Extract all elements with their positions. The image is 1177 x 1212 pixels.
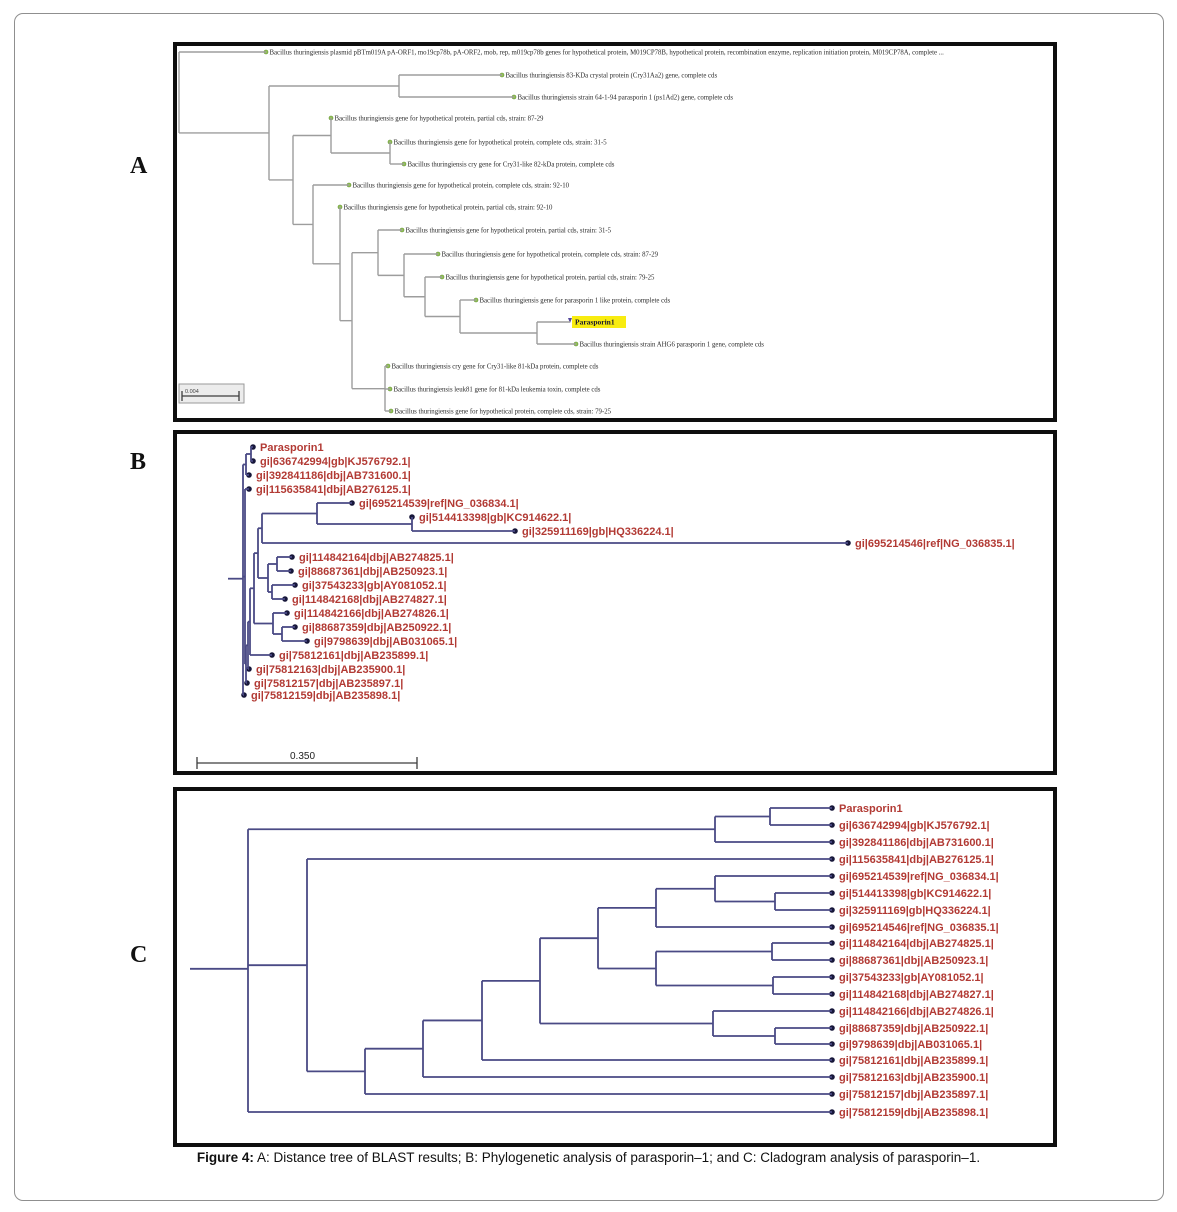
leaf-label: gi|114842166|dbj|AB274826.1| [839,1005,994,1018]
leaf-label: gi|75812163|dbj|AB235900.1| [256,663,406,676]
leaf-label: Bacillus thuringiensis plasmid pBTm019A pA-ORF1, mo19cp78b, pA-ORF2, mob, rep, m019cp78b genes for hypothetical protein, M019CP78B, hypothetical protein, recombination enzyme, replication initiation protein, M019CP78A, complete ... [269,49,944,57]
leaf-label: Bacillus thuringiensis cry gene for Cry31-like 82-kDa protein, complete cds [407,161,615,169]
leaf-label: Bacillus thuringiensis 83-KDa crystal protein (Cry31Aa2) gene, complete cds [505,72,718,80]
leaf-label: gi|392841186|dbj|AB731600.1| [839,836,994,849]
leaf-label: gi|37543233|gb|AY081052.1| [302,579,447,592]
panel-c-cladogram [173,787,1057,1147]
leaf-label: gi|75812157|dbj|AB235897.1| [839,1088,989,1101]
leaf-label: gi|88687359|dbj|AB250922.1| [839,1022,989,1035]
leaf-label: gi|695214539|ref|NG_036834.1| [359,497,519,510]
cladogram-svg [177,791,1053,1143]
leaf-label: Bacillus thuringiensis gene for hypothetical protein, complete cds, strain: 92-10 [352,182,570,190]
leaf-label: Bacillus thuringiensis gene for hypothetical protein, complete cds, strain: 31-5 [393,139,607,147]
figure-caption [0,1150,1177,1165]
leaf-label: Bacillus thuringiensis gene for hypothetical protein, complete cds, strain: 87-29 [441,251,659,259]
figure-caption-text: A: Distance tree of BLAST results; B: Phylogenetic analysis of parasporin–1; and C: Cladogram analysis of parasporin–1. [253,1150,981,1165]
leaf-label: gi|88687359|dbj|AB250922.1| [302,621,452,634]
leaf-label: gi|88687361|dbj|AB250923.1| [298,565,448,578]
panel-a-blast-distance-tree [173,42,1057,422]
leaf-label: gi|75812159|dbj|AB235898.1| [251,689,401,702]
leaf-label: gi|114842164|dbj|AB274825.1| [299,551,454,564]
leaf-label: gi|325911169|gb|HQ336224.1| [522,525,674,538]
leaf-label: gi|392841186|dbj|AB731600.1| [256,469,411,482]
leaf-label: gi|115635841|dbj|AB276125.1| [839,853,994,866]
blast-distance-tree-svg [177,46,1053,418]
leaf-label: Bacillus thuringiensis leuk81 gene for 81-kDa leukemia toxin, complete cds [393,386,601,394]
leaf-label: Bacillus thuringiensis gene for parasporin 1 like protein, complete cds [479,297,671,305]
leaf-label: Bacillus thuringiensis strain AHG6 parasporin 1 gene, complete cds [579,341,764,349]
leaf-label: gi|114842168|dbj|AB274827.1| [292,593,447,606]
leaf-label: gi|75812161|dbj|AB235899.1| [279,649,429,662]
leaf-label: gi|636742994|gb|KJ576792.1| [260,455,411,468]
panel-c-letter: C [130,942,148,968]
panel-a-letter: A [130,153,148,179]
leaf-label: Bacillus thuringiensis gene for hypothetical protein, partial cds, strain: 79-25 [445,274,655,282]
leaf-label: gi|114842166|dbj|AB274826.1| [294,607,449,620]
leaf-label: Bacillus thuringiensis gene for hypothetical protein, partial cds, strain: 31-5 [405,227,612,235]
highlighted-leaf-label: Parasporin1 [575,317,615,327]
leaf-label: Bacillus thuringiensis gene for hypothetical protein, partial cds, strain: 87-29 [334,115,544,123]
scale-bar-label: 0.004 [185,389,199,395]
leaf-label: gi|75812159|dbj|AB235898.1| [839,1106,989,1119]
leaf-label: gi|514413398|gb|KC914622.1| [839,887,992,900]
leaf-label: gi|9798639|dbj|AB031065.1| [839,1038,983,1051]
leaf-label: gi|695214546|ref|NG_036835.1| [839,921,999,934]
leaf-label: gi|88687361|dbj|AB250923.1| [839,954,989,967]
leaf-label: gi|75812163|dbj|AB235900.1| [839,1071,989,1084]
leaf-label: gi|9798639|dbj|AB031065.1| [314,635,458,648]
leaf-label: gi|75812157|dbj|AB235897.1| [254,677,404,690]
phylogenetic-tree-svg [177,434,1053,771]
leaf-label: gi|695214546|ref|NG_036835.1| [855,537,1015,550]
scale-bar-label: 0.350 [290,751,316,762]
leaf-label: gi|37543233|gb|AY081052.1| [839,971,984,984]
leaf-label: gi|114842164|dbj|AB274825.1| [839,937,994,950]
leaf-label: Parasporin1 [839,802,903,815]
leaf-label: gi|636742994|gb|KJ576792.1| [839,819,990,832]
leaf-label: gi|325911169|gb|HQ336224.1| [839,904,991,917]
leaf-label: Bacillus thuringiensis strain 64-1-94 parasporin 1 (ps1Ad2) gene, complete cds [517,94,734,102]
leaf-label: gi|75812161|dbj|AB235899.1| [839,1054,989,1067]
figure-caption-label: Figure 4: [196,1150,254,1165]
leaf-label: Bacillus thuringiensis cry gene for Cry31-like 81-kDa protein, complete cds [391,363,599,371]
leaf-label: Bacillus thuringiensis gene for hypothetical protein, complete cds, strain: 79-25 [394,408,612,416]
leaf-label: gi|115635841|dbj|AB276125.1| [256,483,411,496]
panel-b-phylogenetic-tree [173,430,1057,775]
leaf-label: gi|514413398|gb|KC914622.1| [419,511,572,524]
leaf-label: Parasporin1 [260,441,324,454]
leaf-label: Bacillus thuringiensis gene for hypothetical protein, partial cds, strain: 92-10 [343,204,553,212]
leaf-label: gi|114842168|dbj|AB274827.1| [839,988,994,1001]
leaf-label: gi|695214539|ref|NG_036834.1| [839,870,999,883]
panel-b-letter: B [130,449,147,475]
